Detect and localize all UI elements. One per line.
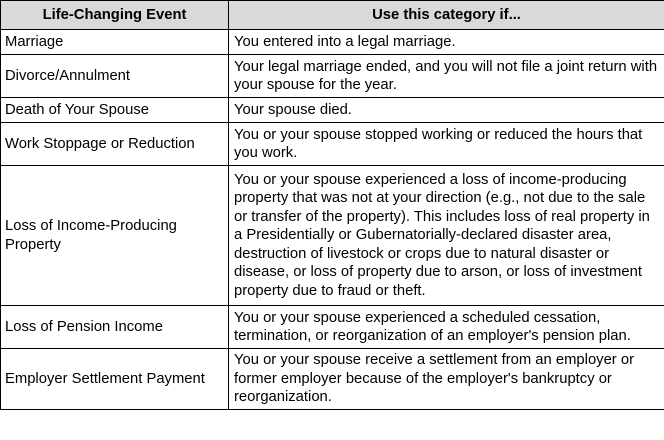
- column-header-use-category: Use this category if...: [229, 1, 664, 30]
- event-cell: Marriage: [1, 30, 229, 55]
- table-header-row: [1, 1, 664, 30]
- table-row: [1, 306, 664, 349]
- description-cell: You or your spouse experienced a scheduled cessation, termination, or reorganization of an employer's pension plan.: [229, 306, 664, 349]
- table-row: [1, 98, 664, 123]
- event-cell: Death of Your Spouse: [1, 98, 229, 123]
- event-cell: Employer Settlement Payment: [1, 349, 229, 410]
- event-cell: Work Stoppage or Reduction: [1, 123, 229, 166]
- table-row: [1, 349, 664, 410]
- description-cell: You entered into a legal marriage.: [229, 30, 664, 55]
- description-cell: You or your spouse stopped working or reduced the hours that you work.: [229, 123, 664, 166]
- table-row: [1, 123, 664, 166]
- table-row: [1, 55, 664, 98]
- table-row: [1, 30, 664, 55]
- description-cell: You or your spouse receive a settlement from an employer or former employer because of the employer's bankruptcy or reorganization.: [229, 349, 664, 410]
- event-cell: Divorce/Annulment: [1, 55, 229, 98]
- description-cell: Your legal marriage ended, and you will not file a joint return with your spouse for the year.: [229, 55, 664, 98]
- event-cell: Loss of Pension Income: [1, 306, 229, 349]
- table-row: [1, 166, 664, 306]
- event-cell: Loss of Income-Producing Property: [1, 166, 229, 306]
- description-cell: Your spouse died.: [229, 98, 664, 123]
- column-header-event: Life-Changing Event: [1, 1, 229, 30]
- description-cell: You or your spouse experienced a loss of income-producing property that was not at your direction (e.g., not due to the sale or transfer of the property). This includes loss of real property in a Presidentially or Gubernatorially-declared disaster area, destruction of livestock or crops due to natural disaster or disease, or loss of property due to arson, or loss of investment property due to fraud or theft.: [229, 166, 664, 306]
